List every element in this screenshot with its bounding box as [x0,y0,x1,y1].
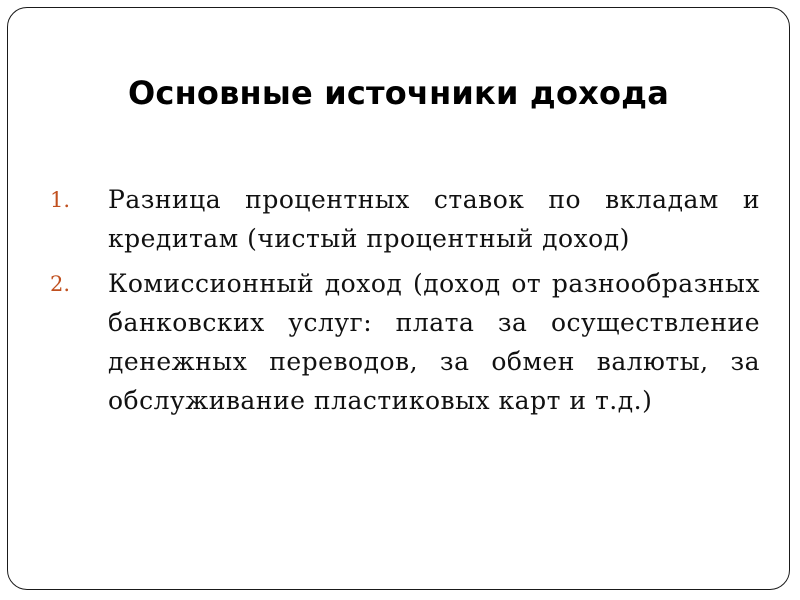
slide-frame [7,7,790,590]
list-item-number: 1. [50,188,71,212]
list-item [50,264,760,420]
list-item-text: Комиссионный доход (доход от разнообразных банковских услуг: плата за осуществление денежных переводов, за обмен валюты, за обслуживание пластиковых карт и т.д.) [108,269,760,415]
slide-title: Основные источники дохода [128,74,669,112]
list-item-text: Разница процентных ставок по вкладам и кредитам (чистый процентный доход) [108,185,760,253]
list-item-number: 2. [50,272,71,296]
list-item [50,180,760,258]
income-sources-list [50,180,760,426]
